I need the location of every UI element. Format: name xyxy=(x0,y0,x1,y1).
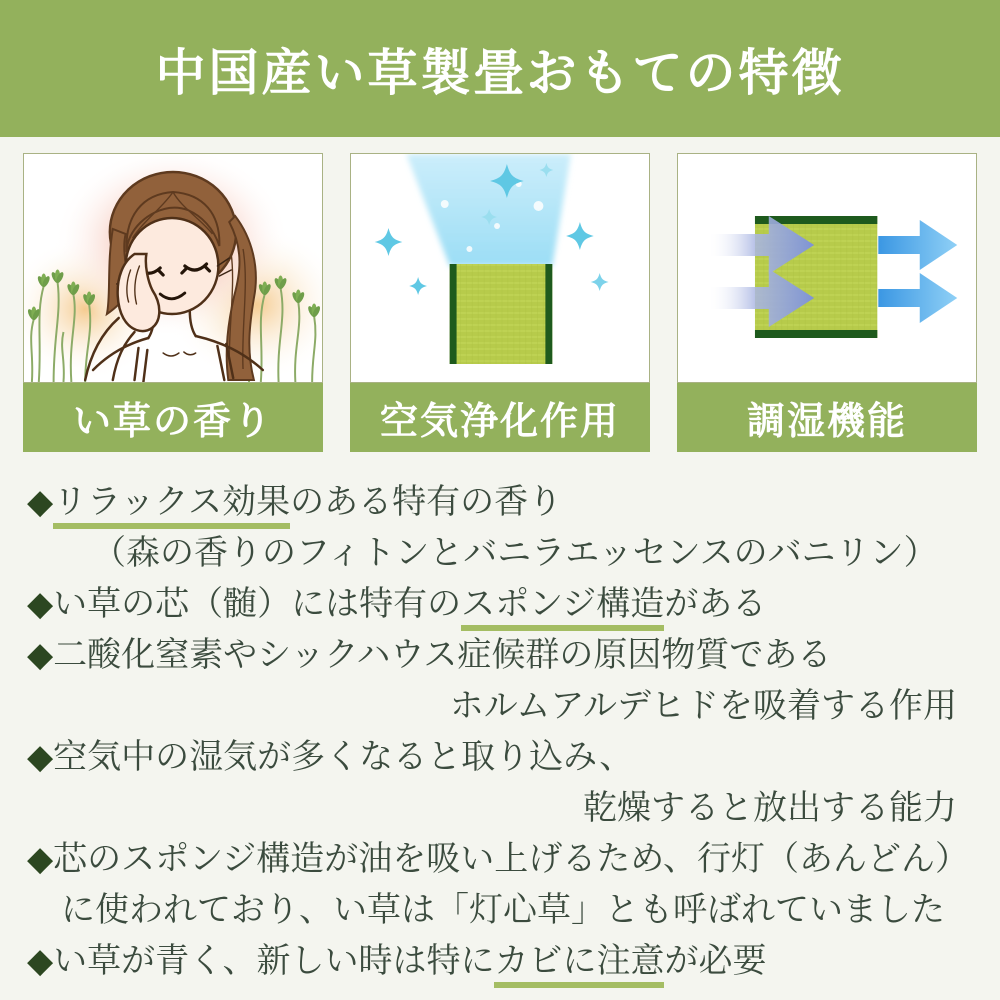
page-title: 中国産い草製畳おもての特徴 xyxy=(155,43,845,102)
line-text: 空気中の湿気が多くなると取り込み、 xyxy=(53,737,634,777)
feature-line-toushingusa xyxy=(27,885,957,936)
diamond-bullet-icon: ◆ xyxy=(27,839,54,879)
line-text: い草の芯（髄）には特有の xyxy=(53,584,462,624)
feature-line-formaldehyde xyxy=(27,681,957,732)
panel-label-humidity: 調湿機能 xyxy=(677,383,977,452)
panel-igusa-scent xyxy=(23,153,323,452)
feature-line-sickhouse xyxy=(27,630,957,681)
underlined-phrase: カビに注意 xyxy=(494,941,664,988)
tatami-airflow-illustration xyxy=(678,154,976,382)
feature-line-relax xyxy=(27,477,957,528)
line-text: が必要 xyxy=(664,941,767,981)
underlined-phrase: リラックス効果 xyxy=(53,482,290,529)
feature-line-sponge xyxy=(27,579,957,630)
underlined-phrase: スポンジ構造 xyxy=(461,584,664,631)
line-text: ホルムアルデヒドを吸着する作用 xyxy=(449,686,957,726)
diamond-bullet-icon: ◆ xyxy=(27,635,54,675)
line-text: 乾燥すると放出する能力 xyxy=(583,788,957,828)
panel-label-air: 空気浄化作用 xyxy=(350,383,650,452)
line-text: （森の香りのフィトンとバニラエッセンスのバニリン） xyxy=(92,533,938,573)
diamond-bullet-icon: ◆ xyxy=(27,584,54,624)
feature-line-oil xyxy=(27,834,969,885)
line-text: い草が青く、新しい時は特に xyxy=(53,941,495,981)
panel-image-air xyxy=(350,153,650,383)
tatami-sparkle-illustration xyxy=(351,154,649,382)
feature-line-mold xyxy=(27,936,957,987)
line-text: に使われており、い草は「灯心草」とも呼ばれていました xyxy=(61,890,945,930)
tatami-icon xyxy=(450,264,553,364)
panel-humidity-control xyxy=(677,153,977,452)
diamond-bullet-icon: ◆ xyxy=(27,482,54,522)
line-text: のある特有の香り xyxy=(290,482,563,522)
feature-panels xyxy=(23,153,977,452)
header-banner xyxy=(0,0,1000,137)
relaxing-woman-illustration xyxy=(24,154,322,382)
diamond-bullet-icon: ◆ xyxy=(27,941,54,981)
panel-label-scent: い草の香り xyxy=(23,383,323,452)
line-text: 二酸化窒素やシックハウス症候群の原因物質である xyxy=(53,635,832,675)
panel-image-humidity xyxy=(677,153,977,383)
feature-line-phyton xyxy=(27,528,957,579)
diamond-bullet-icon: ◆ xyxy=(27,737,54,777)
panel-image-scent xyxy=(23,153,323,383)
line-text: 芯のスポンジ構造が油を吸い上げるため、行灯（あんどん） xyxy=(53,839,969,879)
line-text: がある xyxy=(664,584,767,624)
panel-air-purification xyxy=(350,153,650,452)
feature-line-moisture-in xyxy=(27,732,957,783)
feature-line-moisture-out xyxy=(27,783,957,834)
feature-list xyxy=(0,452,1000,987)
